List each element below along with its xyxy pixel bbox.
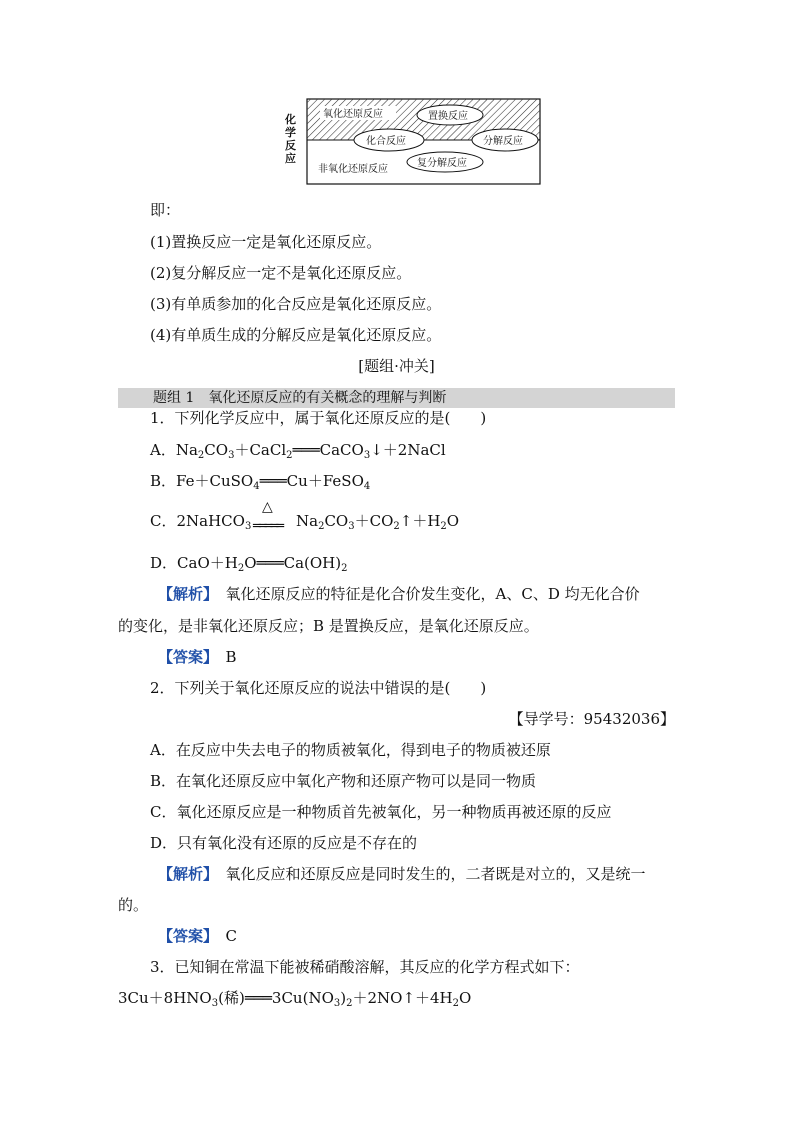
diagram-side-label-char: 应 <box>285 152 296 165</box>
q1-stem: 1．下列化学反应中，属于氧化还原反应的是( ) <box>150 409 487 427</box>
q1-option-a: A．$Na_2CO_3+CaCl_2═══CaCO_3↓+2NaCl$ <box>150 441 446 461</box>
q2-reference-number: 【导学号：95432036】 <box>508 710 675 728</box>
diagram-side-label-char: 反 <box>285 139 296 152</box>
q2-option-a: A．在反应中失去电子的物质被氧化，得到电子的物质被还原 <box>150 741 551 759</box>
diagram-side-label-char: 化 <box>285 113 296 126</box>
rule-2: (2)复分解反应一定不是氧化还原反应。 <box>150 264 412 282</box>
diagram-side-label-char: 学 <box>285 126 296 139</box>
q1-option-b: B．Fe＋CuSO$_4$═══Cu＋FeSO$_4$ <box>150 472 371 492</box>
reaction-classification-diagram <box>280 94 545 190</box>
q1-analysis: 【解析】 氧化还原反应的特征是化合价发生变化，A、C、D 均无化合价 <box>158 585 640 603</box>
q1-option-c-products: $Na_2CO_3+CO_2↑+H_2O$ <box>296 512 460 532</box>
diagram-decomposition-label: 分解反应 <box>483 136 523 147</box>
diagram-nonredox-label: 非氧化还原反应 <box>318 164 388 175</box>
q3-stem: 3．已知铜在常温下能被稀硝酸溶解，其反应的化学方程式如下： <box>150 958 580 976</box>
section-title: [题组·冲关] <box>358 357 435 375</box>
rule-4: (4)有单质生成的分解反应是氧化还原反应。 <box>150 326 442 344</box>
q1-equals-sign: ═════ <box>253 519 283 534</box>
q2-stem: 2．下列关于氧化还原反应的说法中错误的是( ) <box>150 679 487 697</box>
q2-analysis-continued: 的。 <box>118 896 149 914</box>
q2-option-c: C．氧化还原反应是一种物质首先被氧化，另一种物质再被还原的反应 <box>150 803 612 821</box>
q1-option-c: C．2NaHCO$_3$ <box>150 512 252 532</box>
diagram-redox-label: 氧化还原反应 <box>323 109 383 120</box>
q2-answer: 【答案】 C <box>158 927 238 945</box>
rule-1: (1)置换反应一定是氧化还原反应。 <box>150 233 382 251</box>
rule-3: (3)有单质参加的化合反应是氧化还原反应。 <box>150 295 442 313</box>
q1-heat-symbol: △ <box>262 499 273 515</box>
q2-option-d: D．只有氧化没有还原的反应是不存在的 <box>150 834 418 852</box>
q1-answer: 【答案】 B <box>158 648 237 666</box>
q1-analysis-continued: 的变化，是非氧化还原反应；B 是置换反应，是氧化还原反应。 <box>118 617 539 635</box>
question-group-bar <box>118 388 675 408</box>
q1-option-d: D．$CaO+H_2O═══Ca(OH)_2$ <box>150 554 348 574</box>
intro-text: 即： <box>150 201 181 219</box>
diagram-displacement-label: 置换反应 <box>428 111 468 122</box>
q2-analysis: 【解析】 氧化反应和还原反应是同时发生的，二者既是对立的，又是统一 <box>158 865 646 883</box>
diagram-combination-label: 化合反应 <box>366 136 406 147</box>
diagram-double-decomposition-label: 复分解反应 <box>417 158 467 169</box>
q2-option-b: B．在氧化还原反应中氧化产物和还原产物可以是同一物质 <box>150 772 537 790</box>
question-group-title: 题组 1 氧化还原反应的有关概念的理解与判断 <box>153 390 447 406</box>
q3-equation: $3Cu+8HNO_3$(稀)$═══3Cu(NO_3)_2+2NO↑+4H_2O$ <box>118 989 472 1009</box>
